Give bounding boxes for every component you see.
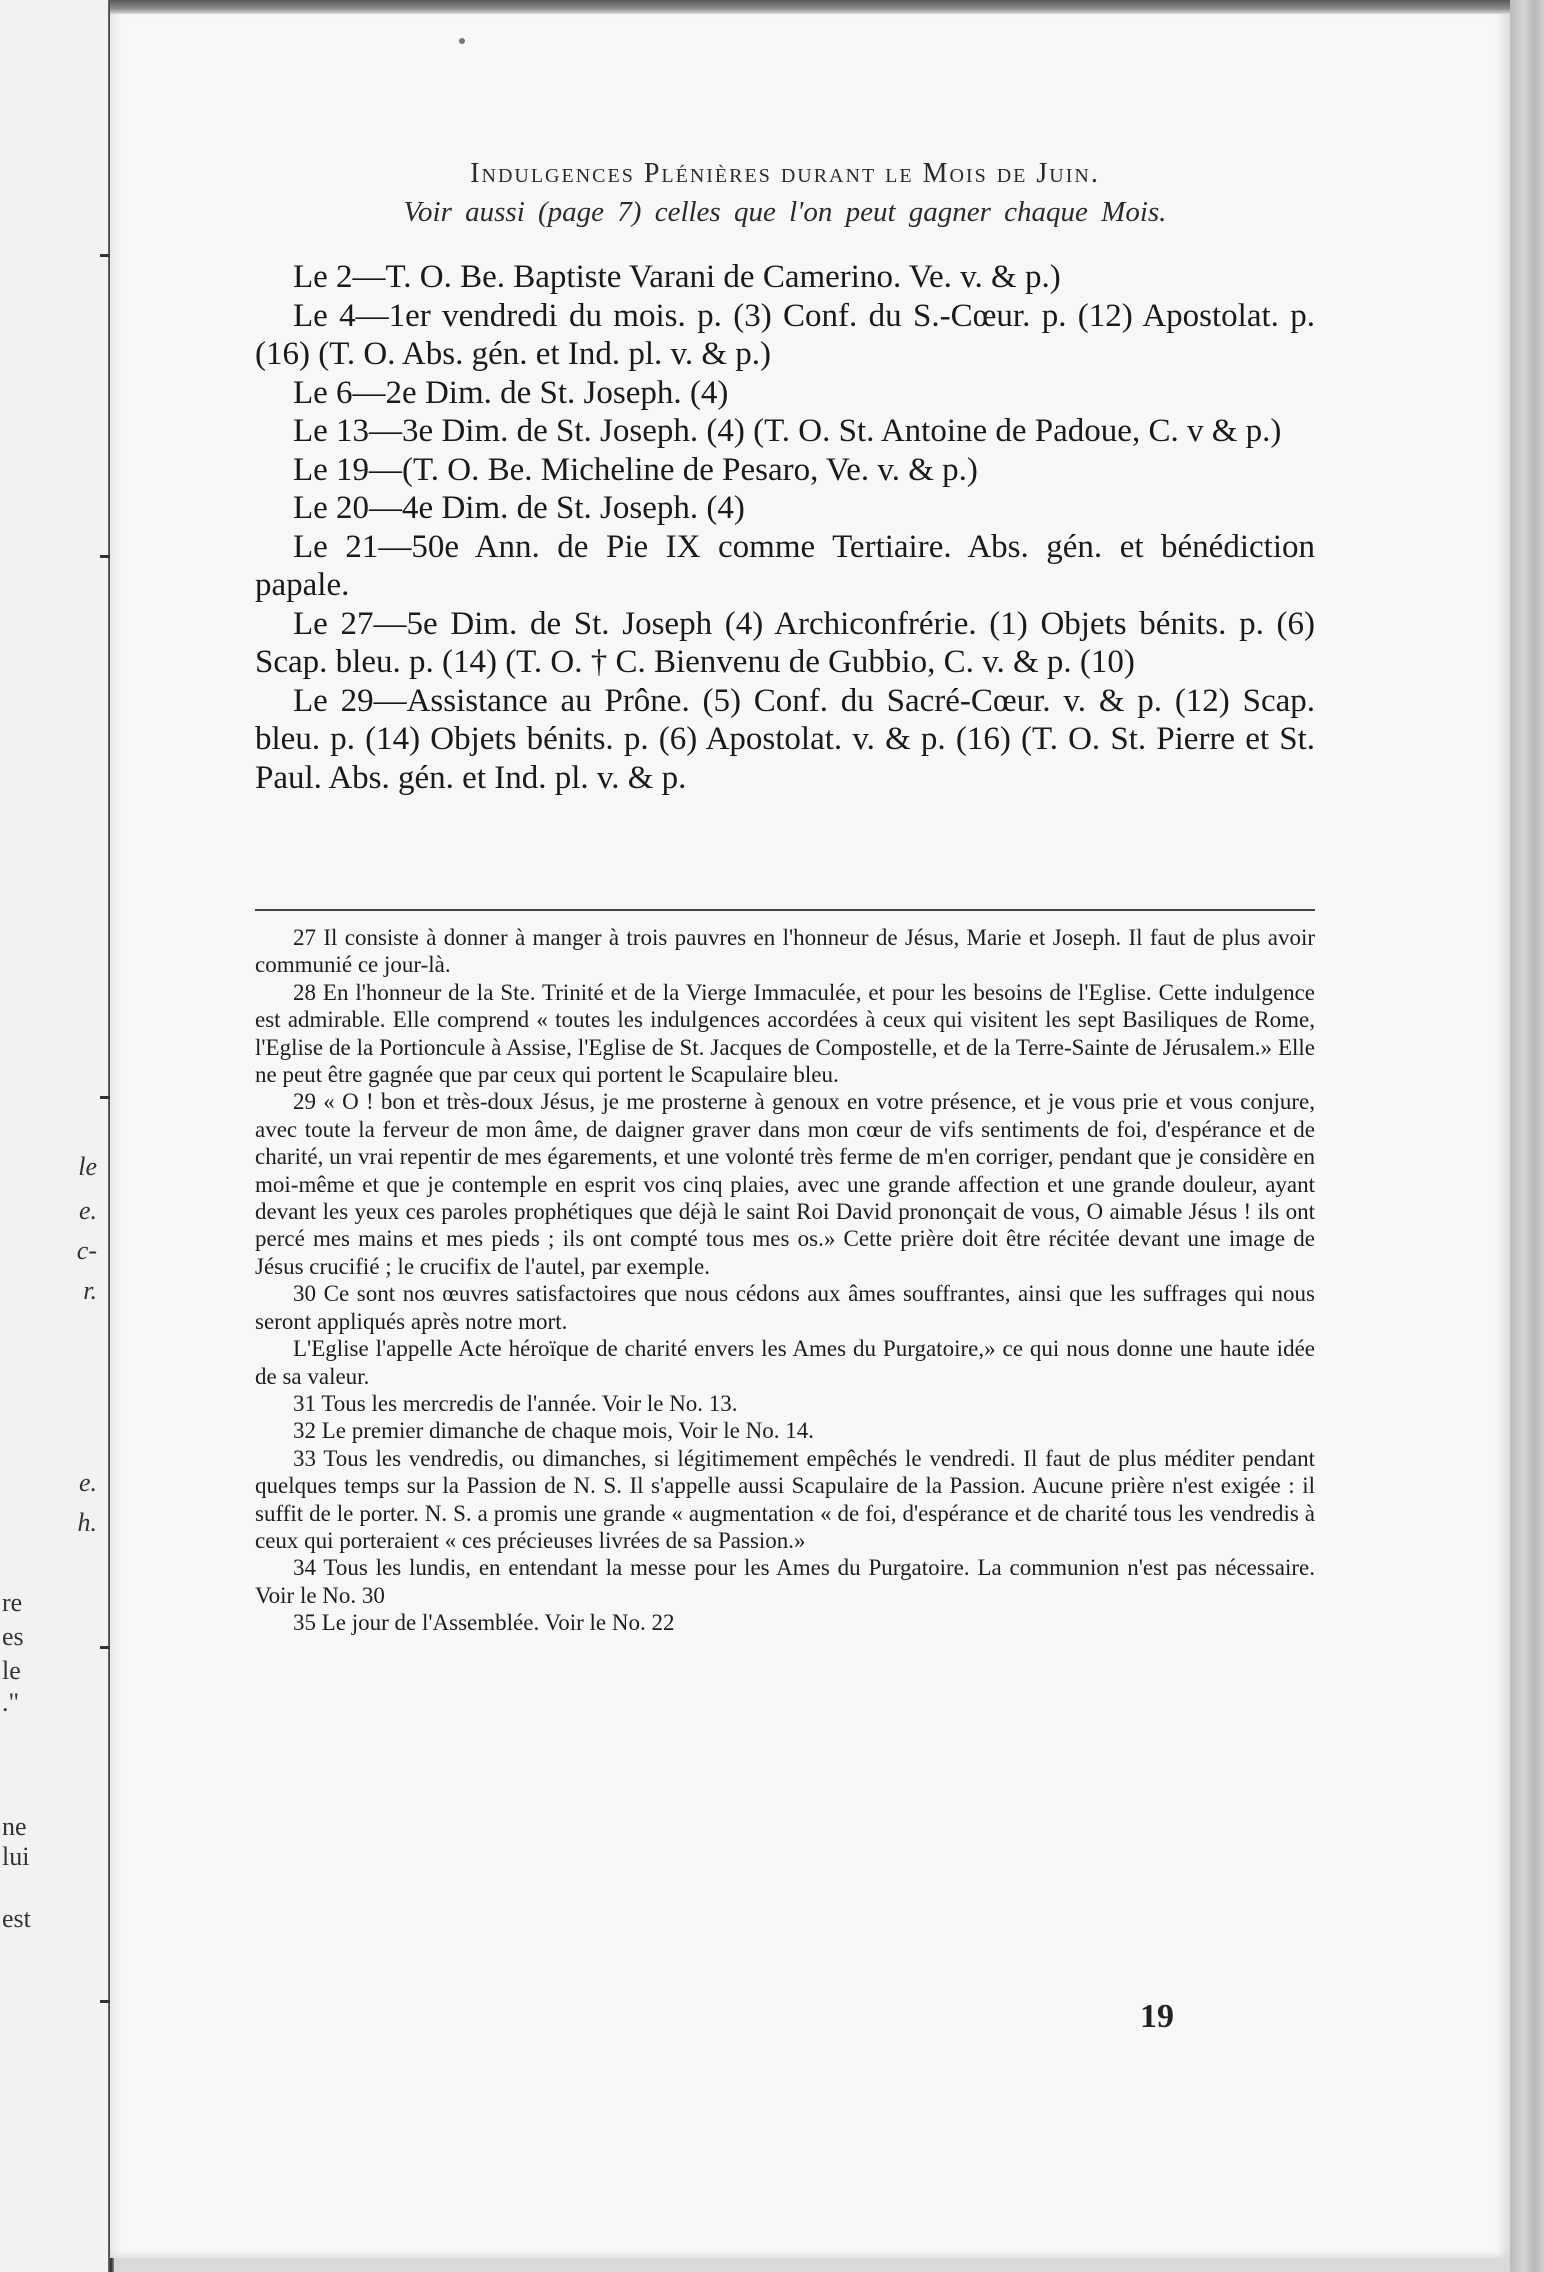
margin-fragment: es bbox=[2, 1622, 24, 1651]
margin-fragment: ." bbox=[2, 1688, 20, 1717]
calendar-entry: Le 21—50e Ann. de Pie IX comme Tertiaire. Abs. gén. et bénédiction papale. bbox=[255, 528, 1315, 603]
page-number: 19 bbox=[1140, 1998, 1174, 2035]
ink-mark bbox=[459, 38, 465, 44]
footnote-rule bbox=[255, 909, 1315, 911]
page-heading: Indulgences Plénières durant le Mois de Juin. bbox=[470, 158, 1100, 189]
page-top-edge bbox=[110, 0, 1510, 14]
footnote: 27 Il consiste à donner à manger à trois pauvres en l'honneur de Jésus, Marie et Joseph. Il faut de plus avoir communié ce jour-là. bbox=[255, 925, 1315, 978]
calendar-entry: Le 29—Assistance au Prône. (5) Conf. du Sacré-Cœur. v. & p. (12) Scap. bleu. p. (14) Objets bénits. p. (6) Apostolat. v. & p. (16) (T. O. St. Pierre et St. Paul. Abs. gén. et Ind. pl. v. & p. bbox=[255, 682, 1315, 796]
previous-page-edge bbox=[0, 0, 110, 2272]
calendar-entry: Le 2—T. O. Be. Baptiste Varani de Camerino. Ve. v. & p.) bbox=[293, 259, 1061, 295]
page-subheading: Voir aussi (page 7) celles que l'on peut gagner chaque Mois. bbox=[403, 196, 1167, 228]
footnote: 34 Tous les lundis, en entendant la messe pour les Ames du Purgatoire. La communion n'est pas nécessaire. Voir le No. 30 bbox=[255, 1555, 1315, 1608]
footnote: 33 Tous les vendredis, ou dimanches, si légitimement empêchés le vendredi. Il faut de plus méditer pendant quelques temps sur la Passion de N. S. Il s'appelle aussi Scapulaire de la Passion. Aucune prière n'est exigée : il suffit de le porter. N. S. a promis une grande « augmentation « de foi, d'espérance et de charité tous les vendredis à ceux qui porteraient « ces précieuses livrées de sa Passion.» bbox=[255, 1445, 1315, 1553]
margin-fragment: h. bbox=[77, 1508, 97, 1537]
calendar-entry: Le 27—5e Dim. de St. Joseph (4) Archiconfrérie. (1) Objets bénits. p. (6) Scap. bleu. p. (14) (T. O. † C. Bienvenu de Gubbio, C. v. & p. (10) bbox=[255, 605, 1315, 680]
margin-fragment: e. bbox=[78, 1196, 97, 1225]
footnotes bbox=[255, 924, 1315, 1637]
page-right-edge bbox=[1510, 0, 1544, 2272]
footnote: 29 « O ! bon et très-doux Jésus, je me prosterne à genoux en votre présence, et je vous prie et vous conjure, avec toute la ferveur de mon âme, de daigner graver dans mon cœur de vifs sentiments de foi, d'espérance et de charité, un vrai repentir de mes égarements, et une volonté très ferme de m'en corriger, pendant que je considère en moi-même et que je contemple en esprit vos cinq plaies, avec une grande affection et une grande douleur, ayant devant les yeux ces paroles prophétiques que déjà le saint Roi David prononçait de vous, O aimable Jésus ! ils ont percé mes mains et mes pieds ; ils ont compté tous mes os.» Cette prière doit être récitée devant une image de Jésus crucifié ; le crucifix de l'autel, par exemple. bbox=[255, 1089, 1315, 1279]
calendar-entry: Le 19—(T. O. Be. Micheline de Pesaro, Ve. v. & p.) bbox=[293, 451, 978, 488]
footnote: 35 Le jour de l'Assemblée. Voir le No. 22 bbox=[293, 1610, 675, 1636]
calendar-entry: Le 6—2e Dim. de St. Joseph. (4) bbox=[293, 374, 729, 411]
margin-fragment: est bbox=[2, 1904, 31, 1933]
calendar-entry: Le 20—4e Dim. de St. Joseph. (4) bbox=[293, 490, 745, 526]
footnote: 30 Ce sont nos œuvres satisfactoires que nous cédons aux âmes souffrantes, ainsi que les suffrages qui nous seront appliqués après notre mort. bbox=[255, 1281, 1315, 1334]
calendar-entry: Le 13—3e Dim. de St. Joseph. (4) (T. O. St. Antoine de Padoue, C. v & p.) bbox=[293, 413, 1282, 449]
margin-fragment: r. bbox=[83, 1276, 97, 1305]
footnote: 31 Tous les mercredis de l'année. Voir le No. 13. bbox=[293, 1390, 738, 1416]
margin-fragment: le bbox=[78, 1152, 97, 1181]
margin-fragment: ne bbox=[2, 1812, 27, 1841]
footnote: L'Eglise l'appelle Acte héroïque de charité envers les Ames du Purgatoire,» ce qui nous donne une haute idée de sa valeur. bbox=[255, 1336, 1315, 1389]
margin-fragment: e. bbox=[78, 1468, 97, 1497]
calendar-entry: Le 4—1er vendredi du mois. p. (3) Conf. du S.-Cœur. p. (12) Apostolat. p. (16) (T. O. Abs. gén. et Ind. pl. v. & p.) bbox=[255, 297, 1315, 372]
margin-fragment: re bbox=[2, 1588, 23, 1617]
margin-fragment: lui bbox=[2, 1842, 30, 1871]
footnote: 28 En l'honneur de la Ste. Trinité et de la Vierge Immaculée, et pour les besoins de l'Eglise. Cette indulgence est admirable. Elle comprend « toutes les indulgences accordées à ceux qui visitent les sept Basiliques de Rome, l'Eglise de la Portioncule à Assise, l'Eglise de St. Jacques de Compostelle, et de la Terre-Sainte de Jérusalem.» Elle ne peut être gagnée que par ceux qui portent le Scapulaire bleu. bbox=[255, 979, 1315, 1088]
margin-fragment: le bbox=[2, 1656, 21, 1685]
calendar-entries bbox=[255, 258, 1315, 797]
footnote: 32 Le premier dimanche de chaque mois, Voir le No. 14. bbox=[293, 1418, 814, 1444]
margin-fragment: c- bbox=[76, 1236, 97, 1265]
